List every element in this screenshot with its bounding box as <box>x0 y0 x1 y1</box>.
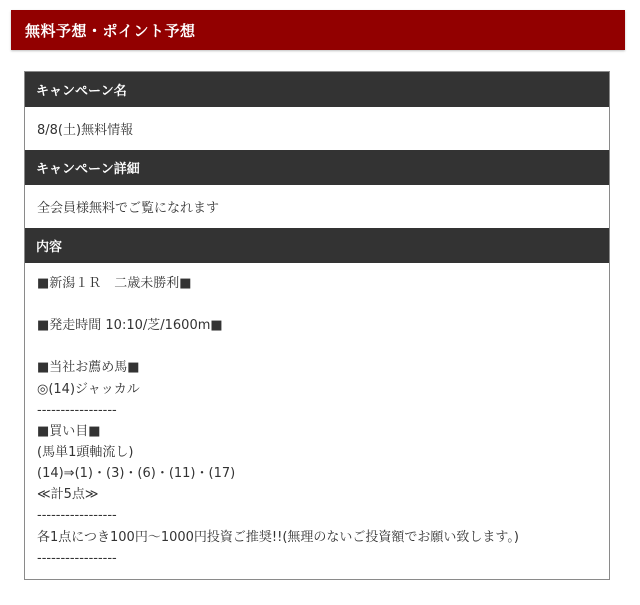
campaign-detail-value: 全会員様無料でご覧になれます <box>37 201 220 216</box>
page-header <box>11 10 625 50</box>
campaign-name-heading: キャンペーン名 <box>25 72 609 107</box>
bet-total: ≪計5点≫ <box>37 487 99 502</box>
campaign-detail-heading: キャンペーン詳細 <box>25 150 609 185</box>
start-time-line: ■発走時間 10:10/芝/1600m■ <box>37 318 223 333</box>
divider-line: ----------------- <box>37 508 117 523</box>
race-line: ■新潟１Ｒ 二歳未勝利■ <box>37 276 192 291</box>
page-title: 無料予想・ポイント予想 <box>25 21 196 40</box>
bet-heading: ■買い目■ <box>37 424 101 439</box>
divider-line: ----------------- <box>37 551 117 566</box>
bet-type: (馬単1頭軸流し) <box>37 445 134 460</box>
content-heading: 内容 <box>25 228 609 263</box>
pick-heading: ■当社お薦め馬■ <box>37 360 140 375</box>
divider-line: ----------------- <box>37 403 117 418</box>
bet-combo: (14)⇒(1)・(3)・(6)・(11)・(17) <box>37 466 236 481</box>
campaign-name-value: 8/8(土)無料情報 <box>37 123 134 138</box>
campaign-info-box <box>24 71 610 580</box>
recommend-line: 各1点につき100円〜1000円投資ご推奨!!(無理のないご投資額でお願い致します。) <box>37 530 519 545</box>
pick-horse: ◎(14)ジャッカル <box>37 382 140 397</box>
